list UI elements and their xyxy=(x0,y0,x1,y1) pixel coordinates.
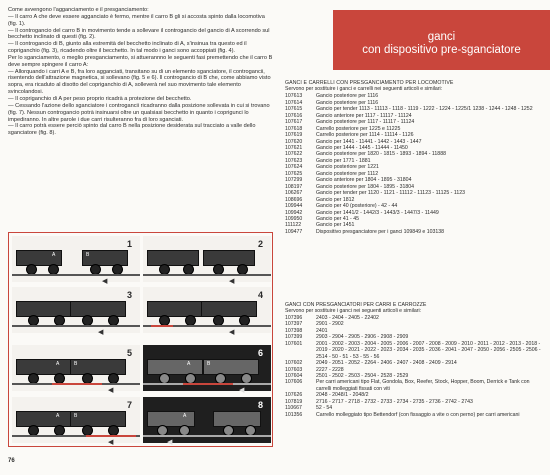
figure-4 xyxy=(143,287,271,336)
item-code: 107625 xyxy=(285,170,303,177)
wagon-label: A xyxy=(56,361,60,367)
paragraph: — Il carro A che deve essere agganciato è fermo, mentre il carro B gli si accosta spinto dalla locomotiva (fig. 1). xyxy=(8,13,265,27)
wagon-label: A xyxy=(187,361,191,367)
item-description: Gancio per tender 1113 - 11113 - 1118 - 1119 - 1222 - 1224 - 1225/1 1238 - 1244 - 1248 - 1252 xyxy=(316,106,533,113)
figure-5 xyxy=(12,345,140,394)
figures-panel xyxy=(8,232,273,447)
item-description: Gancio per 1441/2 - 1442/3 - 1443/3 - 1447/3 - 11449 xyxy=(316,209,439,216)
item-code: 107626 xyxy=(285,392,303,399)
item-description: Gancio posteriore per 1116 xyxy=(316,99,379,106)
item-description: 2901 - 2902 xyxy=(316,321,344,328)
page-title: ganci xyxy=(427,31,456,43)
item-code: 110667 xyxy=(285,405,302,412)
figure-3 xyxy=(12,287,140,336)
wagon-label: B xyxy=(74,413,78,419)
item-code: 107624 xyxy=(285,164,303,171)
item-code: 107396 xyxy=(285,314,303,321)
item-description: Gancio per 1812 xyxy=(316,196,355,203)
wagon-a xyxy=(16,411,72,427)
item-code: 107606 xyxy=(285,379,303,386)
item-code: 107819 xyxy=(285,398,303,405)
item-code: 107620 xyxy=(285,138,303,145)
figure-6 xyxy=(143,345,271,394)
figure-number: 8 xyxy=(257,400,263,410)
wagon-label: A xyxy=(183,413,187,419)
wagon-a xyxy=(147,359,203,375)
direction-arrow: ◀ xyxy=(108,387,114,394)
item-description: Carrello posteriore per 1225 e 11225 xyxy=(316,125,401,132)
direction-arrow: ◀ xyxy=(108,439,114,446)
section-wagon-couplers xyxy=(285,302,545,418)
item-code: 107617 xyxy=(285,119,303,126)
item-description: 2501 - 2502 - 2503 - 2504 - 2528 - 2529 xyxy=(316,372,409,379)
section-heading: GANCI CON PRESGANCIATORI PER CARRI E CARROZZE xyxy=(285,302,427,308)
item-code: 109950 xyxy=(285,216,303,223)
item-description: 2903 - 2904 - 2905 - 2906 - 2908 - 2909 xyxy=(316,334,409,341)
wagon-a xyxy=(147,411,195,427)
item-description: Dispositivo presganciatore per i ganci 109849 e 103138 xyxy=(316,228,445,235)
item-description: 2716 - 2717 - 2718 - 2732 - 2733 - 2734 - 2735 - 2736 - 2742 - 2743 xyxy=(316,398,473,405)
figure-number: 3 xyxy=(126,290,132,300)
item-description: Gancio anteriore per 1117 - 11117 - 11124 xyxy=(316,112,412,119)
parts-list xyxy=(285,315,545,418)
item-description: Gancio per 40 (posteriore) - 42 - 44 xyxy=(316,203,398,210)
list-item xyxy=(285,412,545,418)
item-code: 108696 xyxy=(285,196,303,203)
item-description: Gancio per 1771 - 1881 xyxy=(316,157,371,164)
rail xyxy=(143,274,271,276)
item-description: Carrello posteriore per 1114 - 11114 - 1126 xyxy=(316,132,414,139)
rail xyxy=(12,325,140,327)
item-code: 106267 xyxy=(285,190,303,197)
item-description: Gancio anteriore per 1804 - 1895 - 31804 xyxy=(316,177,412,184)
wagon-b xyxy=(213,411,261,427)
figure-number: 4 xyxy=(257,290,263,300)
item-description: Gancio posteriore per 1117 - 11117 - 11124 xyxy=(316,119,415,126)
paragraph: Come avvengono l'agganciamento e il presganciamento: xyxy=(8,7,149,13)
direction-arrow: ◀ xyxy=(229,278,235,285)
figure-number: 1 xyxy=(126,239,132,249)
page-subtitle: con dispositivo pre-sganciatore xyxy=(362,44,521,56)
item-description: 2049 - 2051 - 2052 - 2264 - 2406 - 2407 - 2408 - 2409 - 2914 xyxy=(316,360,457,367)
wagon-a xyxy=(16,301,72,317)
item-code: 107299 xyxy=(285,177,303,184)
item-description: Per carri americani tipo Flat, Gondola, Box, Reefer, Stock, Hopper, Boom, Derrick e Tank con carrelli molleggiati fissati con viti xyxy=(316,379,530,392)
uncoupler-element xyxy=(151,325,173,327)
wagon-label: A xyxy=(52,252,56,258)
item-code: 107618 xyxy=(285,125,303,132)
item-code: 107604 xyxy=(285,372,303,379)
item-description: Gancio posteriore per 1112 xyxy=(316,170,379,177)
wagon-b xyxy=(70,359,126,375)
item-code: 107615 xyxy=(285,106,303,113)
parts-list xyxy=(285,93,545,235)
figure-number: 6 xyxy=(257,348,263,358)
figure-2 xyxy=(143,236,271,285)
wagon-label: B xyxy=(207,361,211,367)
paragraph: — Cessando l'azione dello sganciatore i controgancii ricadranno dalla posizione sollevata in cui si trovano (fig. 7). Nessun controgancio potrà insinuarsi oltre un qualsiasi becchetto in quanto i coprigunci lo impediranno. In altre parole i due carri risulteranno fra di loro sganciati. xyxy=(8,102,270,123)
item-code: 107601 xyxy=(285,340,303,347)
uncoupler-element xyxy=(183,383,233,385)
list-item xyxy=(285,229,545,235)
direction-arrow: ◀ xyxy=(229,329,235,336)
figure-1 xyxy=(12,236,140,285)
wagon-b xyxy=(201,301,257,317)
paragraph: — Il controgancio di B, giunto alla estremità del becchetto inclinato di A, s'insinua tra questo ed il copriganchio (fig. 3), ricadendo oltre il becchetto. In tal modo i ganci sono accoppiati (fig. 4). xyxy=(8,41,247,55)
item-code: 101356 xyxy=(285,411,303,418)
paragraph: — Il copriganchio di A per peso proprio ricadrà a protezione del becchetto. xyxy=(8,95,192,102)
paragraph: Per lo sganciamento, o meglio presganciamento, si attuerannno le seguenti fasi premettendo che il carro B deve sempre spingere il carro A: xyxy=(8,54,273,68)
item-description: 2001 - 2002 - 2003 - 2004 - 2005 - 2006 - 2007 - 2008 - 2009 - 2010 - 2011 - 2012 - 2013 - 2018 - 2019 - 2020 - 2021 - 2022 - 2023 - 2034 - 2035 - 2036 - 2041 - 2047 - 2050 - 2056 - 2505 - 2506 - 2514 - 50 - 51 - 53 - 55 - 56 xyxy=(316,340,541,360)
paragraph: — Allorquando i carri A e B, fra loro agganciati, transitano su di un elemento sganciatore, il controgancii, risentendo dell'attrazione magnetica, si sollevano (fig. 5 e 6). Il controgancio di B che, come abbiamo visto sopra, era ricaduto al disotto del copriganchio di A, solleverà nel suo movimento tale elemento svincolandosi. xyxy=(8,68,271,96)
wagon-label: B xyxy=(86,252,90,258)
item-code: 107623 xyxy=(285,157,303,164)
item-description: 2403 - 2404 - 2405 - 22402 xyxy=(316,314,379,321)
item-code: 107602 xyxy=(285,360,303,367)
direction-arrow: ◀ xyxy=(167,439,173,446)
left-text-column xyxy=(8,7,273,137)
item-description: Gancio per 1451 xyxy=(316,222,355,229)
section-subheading: Servono per sostituire i ganci nei seguenti articoli e similari: xyxy=(285,308,422,315)
figure-7 xyxy=(12,397,140,446)
item-code: 107398 xyxy=(285,327,303,334)
list-item xyxy=(285,341,545,360)
item-code: 107616 xyxy=(285,112,303,119)
wagon-b xyxy=(70,411,126,427)
rail xyxy=(12,274,140,276)
item-code: 107399 xyxy=(285,334,303,341)
rail xyxy=(143,435,271,437)
wagon-label: B xyxy=(74,361,78,367)
list-item xyxy=(285,379,545,392)
item-code: 107614 xyxy=(285,99,303,106)
item-description: 2227 - 2228 xyxy=(316,366,344,373)
item-code: 109477 xyxy=(285,228,303,235)
item-code: 107622 xyxy=(285,151,303,158)
wagon-a xyxy=(147,250,199,266)
direction-arrow: ◀ xyxy=(102,278,108,285)
figure-number: 7 xyxy=(126,400,132,410)
wagon-b xyxy=(203,250,255,266)
paragraph: — Il controgancio del carro B in movimento tende a sollevare il controgancio del gancio di A scorrendo sul becchetto inclinato di questi (fig. 2). xyxy=(8,27,270,41)
item-code: 107397 xyxy=(285,321,303,328)
item-description: Gancio posteriore per 1221 xyxy=(316,164,379,171)
item-description: Gancio per 41 - 45 xyxy=(316,216,359,223)
wagon-a xyxy=(16,359,72,375)
paragraph: — Il carro potrà essere perciò spinto dal carro B nella posizione desiderata sul tracciato a valle dello sganciatore (fig. 8). xyxy=(8,123,256,137)
item-code: 108197 xyxy=(285,183,303,190)
wagon-label: A xyxy=(56,413,60,419)
item-code: 107621 xyxy=(285,145,303,152)
item-description: Gancio posteriore per 1804 - 1895 - 31804 xyxy=(316,183,415,190)
section-locomotive-couplers xyxy=(285,80,545,235)
item-code: 107619 xyxy=(285,132,303,139)
item-description: Carrello molleggiato tipo Bettendorf (con fissaggio a vite o con perno) per carri americani xyxy=(316,411,520,418)
wagon-a xyxy=(147,301,203,317)
uncoupler-element xyxy=(86,435,136,437)
item-description: Gancio per tender per 1120 - 1121 - 11112 - 11123 - 11125 - 1123 xyxy=(316,190,465,197)
section-subheading: Servono per sostituire i ganci e carrelli nei seguenti articoli e similari: xyxy=(285,86,443,93)
wagon-b xyxy=(203,359,259,375)
page-number: 76 xyxy=(8,458,15,464)
item-description: 2048 - 2048/1 - 2048/2 xyxy=(316,392,369,399)
item-description: Gancio posteriore per 1116 xyxy=(316,93,379,100)
item-code: 107603 xyxy=(285,366,303,373)
uncoupler-element xyxy=(52,383,102,385)
figure-8 xyxy=(143,397,271,446)
section-heading: GANCI E CARRELLI CON PRESGANCIAMENTO PER LOCOMOTIVE xyxy=(285,80,454,86)
item-description: Gancio per 1441 - 11441 - 1442 - 1443 - 1447 xyxy=(316,138,422,145)
wagon-b xyxy=(70,301,126,317)
direction-arrow: ◀ xyxy=(98,329,104,336)
figure-number: 2 xyxy=(257,239,263,249)
item-code: 109944 xyxy=(285,203,303,210)
item-code: 107613 xyxy=(285,93,303,100)
item-description: 2401 xyxy=(316,327,328,334)
direction-arrow: ◀ xyxy=(239,387,245,394)
item-description: Gancio posteriore per 1820 - 1815 - 1893 - 1894 - 11888 xyxy=(316,151,446,158)
item-description: Gancio per 1444 - 1445 - 11444 - 11450 xyxy=(316,145,408,152)
item-code: 111122 xyxy=(285,222,302,229)
figure-number: 5 xyxy=(126,348,132,358)
title-box xyxy=(333,10,550,70)
item-description: 52 - 54 xyxy=(316,405,333,412)
item-code: 109942 xyxy=(285,209,303,216)
